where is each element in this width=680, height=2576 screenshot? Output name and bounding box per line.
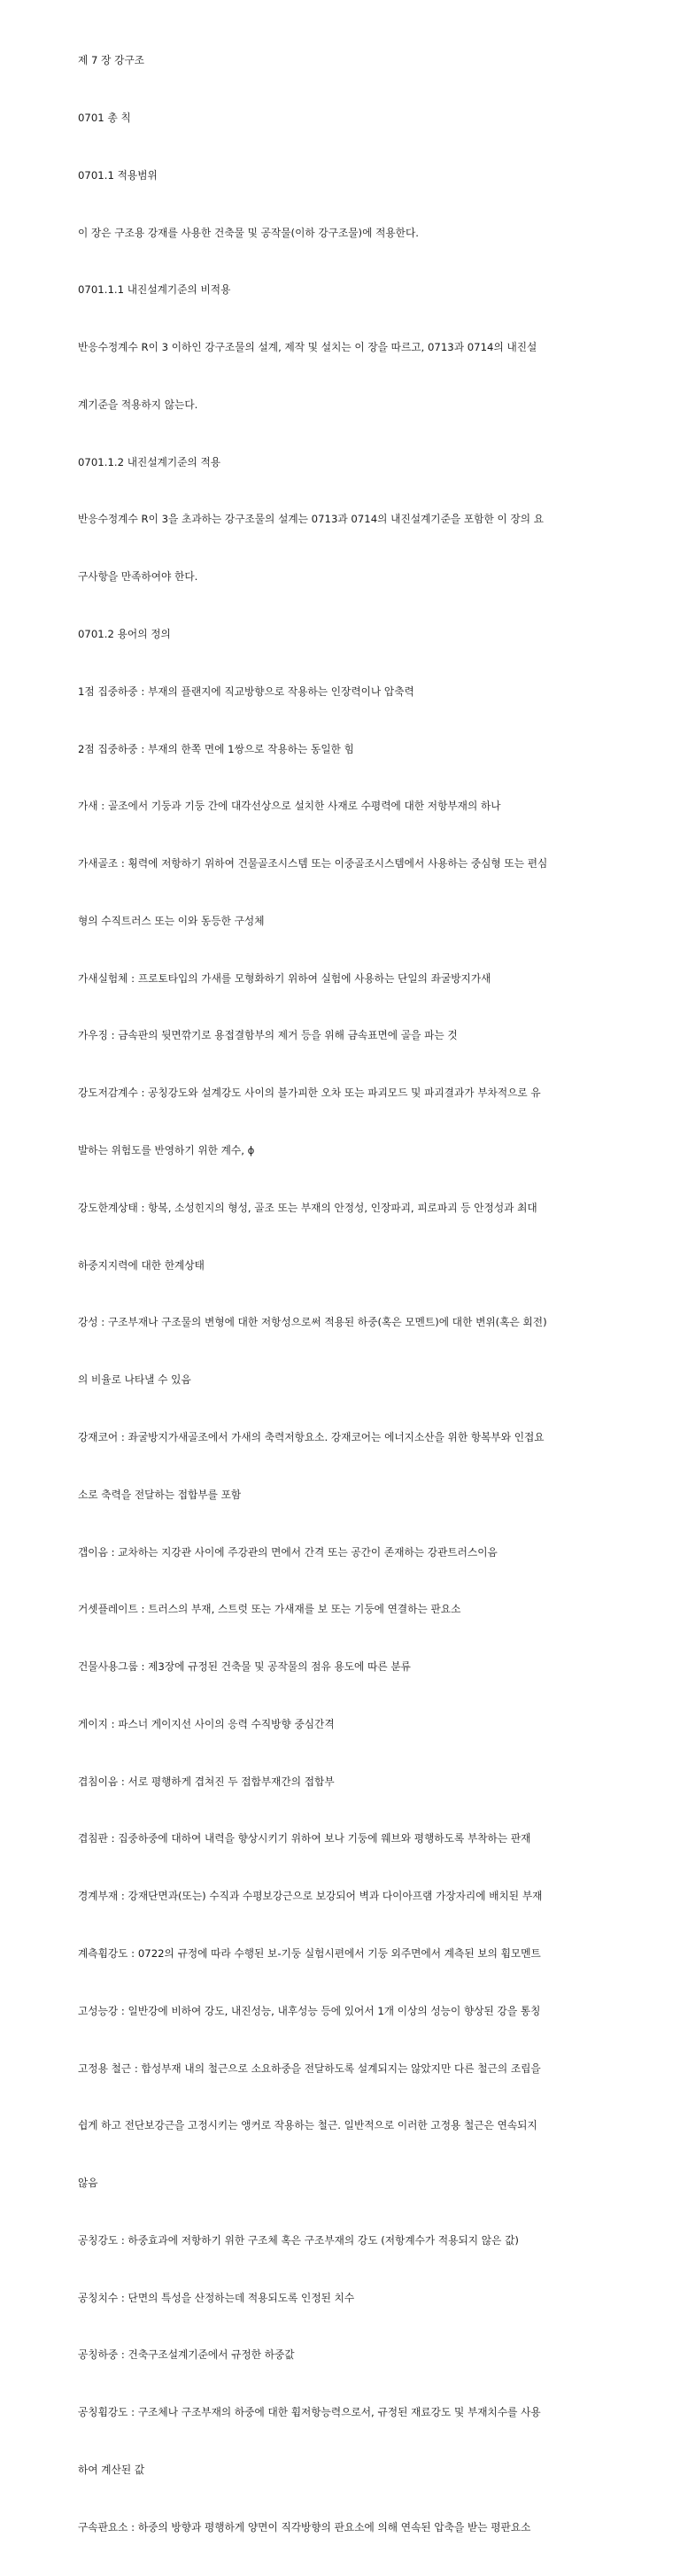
subsection-heading: 0701.1.2 내진설계기준의 적용: [78, 455, 221, 468]
definition-line: 하중지지력에 대한 한계상태: [78, 1258, 205, 1272]
definition-line: 강도한계상태 : 항복, 소성힌지의 형성, 골조 또는 부재의 안정성, 인장파괴, 피로파괴 등 안정성과 최대: [78, 1201, 537, 1214]
definition-line: 건물사용그룹 : 제3장에 규정된 건축물 및 공작물의 점유 용도에 따른 분류: [78, 1660, 411, 1674]
definition-line: 가새실험체 : 프로토타입의 가새를 모형화하기 위하여 실험에 사용하는 단일의 좌굴방지가새: [78, 971, 491, 985]
definition-line: 거셋플레이트 : 트러스의 부재, 스트럿 또는 가새재를 보 또는 기둥에 연결하는 판요소: [78, 1603, 461, 1616]
definition-line: 하여 계산된 값: [78, 2464, 145, 2476]
text-line: 계기준을 적용하지 않는다.: [78, 398, 198, 411]
definition-line: 1점 집중하중 : 부재의 플랜지에 직교방향으로 작용하는 인장력이나 압축력: [78, 685, 414, 698]
document-body: [78, 13, 645, 2576]
definition-line: 공칭하중 : 건축구조설계기준에서 규정한 하중값: [78, 2348, 295, 2362]
definition-line: 계측휨강도 : 0722의 규정에 따라 수행된 보-기둥 실험시편에서 기둥 외주면에서 계측된 보의 휨모멘트: [78, 1946, 541, 1960]
definition-line: 강성 : 구조부재나 구조물의 변형에 대한 저항성으로써 적용된 하중(혹은 모멘트)에 대한 변위(혹은 회전): [78, 1316, 547, 1329]
definition-line: 공칭강도 : 하중효과에 저항하기 위한 구조체 혹은 구조부재의 강도 (저항계수가 적용되지 않은 값): [78, 2233, 519, 2247]
definition-line: 구속판요소 : 하중의 방향과 평행하게 양면이 직각방향의 판요소에 의해 연속된 압축을 받는 평판요소: [78, 2520, 531, 2533]
text-line: 구사항을 만족하여야 한다.: [78, 570, 198, 584]
subsection-heading: 0701.1.1 내진설계기준의 비적용: [78, 283, 231, 297]
definition-line: 쉽게 하고 전단보강근을 고정시키는 앵커로 작용하는 철근. 일반적으로 이러한 고정용 철근은 연속되지: [78, 2119, 537, 2132]
definition-line: 공칭치수 : 단면의 특성을 산정하는데 적용되도록 인정된 치수: [78, 2291, 355, 2304]
definition-line: 가새골조 : 횡력에 저항하기 위하여 건물골조시스템 또는 이중골조시스템에서 사용하는 중심형 또는 편심: [78, 857, 548, 870]
subsection-heading: 0701.1 적용범위: [78, 168, 158, 182]
definition-line: 갭이음 : 교차하는 지강관 사이에 주강관의 면에서 간격 또는 공간이 존재하는 강관트러스이음: [78, 1545, 498, 1559]
definition-line: 강도저감계수 : 공칭강도와 설계강도 사이의 불가피한 오차 또는 파괴모드 및 파괴결과가 부차적으로 유: [78, 1087, 541, 1100]
chapter-heading: 제 7 장 강구조: [78, 54, 145, 67]
definition-line: 경계부재 : 강재단면과(또는) 수직과 수평보강근으로 보강되어 벽과 다이아프램 가장자리에 배치된 부재: [78, 1890, 543, 1903]
definition-line: 게이지 : 파스너 게이지선 사이의 응력 수직방향 중심간격: [78, 1717, 335, 1730]
definition-line: 강재코어 : 좌굴방지가새골조에서 가새의 축력저항요소. 강재코어는 에너지소산을 위한 항복부와 인접요: [78, 1430, 545, 1443]
definition-line: 고정용 철근 : 합성부재 내의 철근으로 소요하중을 전달하도록 설계되지는 않았지만 다른 철근의 조립을: [78, 2062, 541, 2075]
definition-line: 가우징 : 금속판의 뒷면깎기로 용접결함부의 제거 등을 위해 금속표면에 골을 파는 것: [78, 1029, 458, 1042]
definition-line: 공칭휨강도 : 구조체나 구조부재의 하중에 대한 휨저항능력으로서, 규정된 재료강도 및 부재치수를 사용: [78, 2406, 541, 2419]
subsection-heading: 0701.2 용어의 정의: [78, 628, 171, 640]
definition-line: 가새 : 골조에서 기둥과 기둥 간에 대각선상으로 설치한 사재로 수평력에 대한 저항부재의 하나: [78, 800, 501, 813]
definition-line: 형의 수직트러스 또는 이와 동등한 구성체: [78, 914, 265, 927]
definition-line: 의 비율로 나타낼 수 있음: [78, 1373, 191, 1387]
definition-line: 않음: [78, 2177, 98, 2190]
definition-line: 소로 축력을 전달하는 접합부를 포함: [78, 1488, 242, 1501]
definition-line: 겹침판 : 집중하중에 대하여 내력을 향상시키기 위하여 보나 기둥에 웨브와 평행하도록 부착하는 판재: [78, 1832, 531, 1845]
section-heading: 0701 총 칙: [78, 111, 131, 124]
text-line: 반응수정계수 R이 3을 초과하는 강구조물의 설계는 0713과 0714의 내진설계기준을 포함한 이 장의 요: [78, 513, 545, 526]
text-line: 이 장은 구조용 강재를 사용한 건축물 및 공작물(이하 강구조물)에 적용한다.: [78, 226, 419, 239]
definition-line: 2점 집중하중 : 부재의 한쪽 면에 1쌍으로 작용하는 동일한 힘: [78, 742, 354, 755]
text-line: 반응수정계수 R이 3 이하인 강구조물의 설계, 제작 및 설치는 이 장을 따르고, 0713과 0714의 내진설: [78, 341, 537, 354]
definition-line: 겹침이음 : 서로 평행하게 겹쳐진 두 접합부재간의 접합부: [78, 1775, 335, 1788]
definition-line: 발하는 위험도를 반영하기 위한 계수, ϕ: [78, 1144, 255, 1157]
definition-line: 고성능강 : 일반강에 비하여 강도, 내진성능, 내후성능 등에 있어서 1개 이상의 성능이 향상된 강을 통칭: [78, 2004, 541, 2017]
